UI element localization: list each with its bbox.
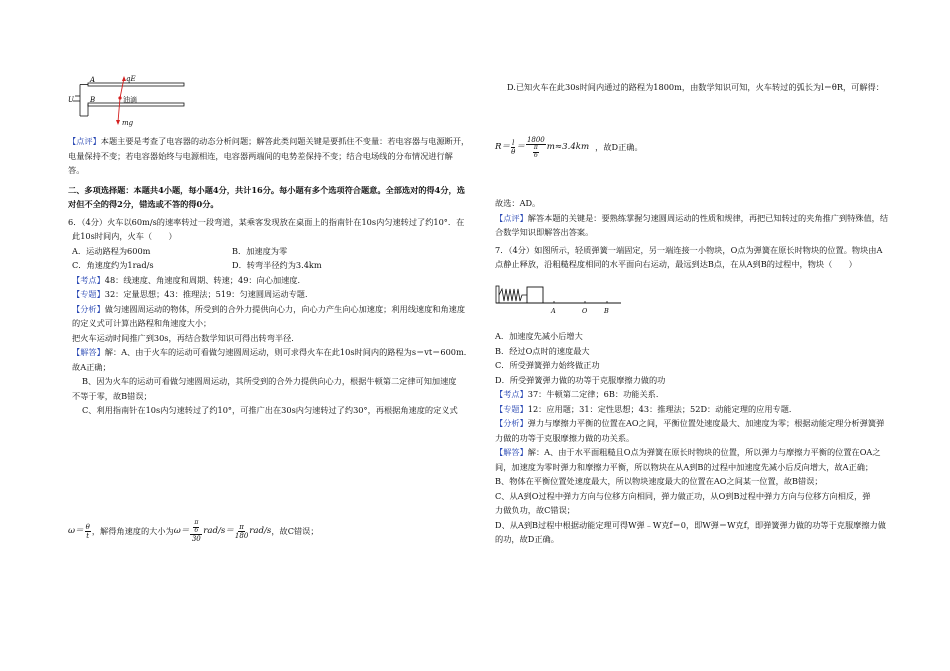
q7-solution: 间，加速度为零时弹力和摩擦力平衡，所以物块在从A到B的过程中加速度先减小后反向增大，故A正确；: [495, 461, 874, 472]
q6-options-row: [68, 244, 472, 259]
q7-solution: 【解答】解：A、由于水平面粗糙且O点为弹簧在原长时物块的位置，所以弹力与摩擦力平衡的位置在OA之: [495, 447, 881, 457]
q6-option-b: B．加速度为零: [232, 245, 288, 256]
q6-solution: 故A正确；: [72, 361, 111, 372]
q6-topic: 【专题】32：定量思想；43：推理法；519：匀速圆周运动专题．: [72, 289, 314, 299]
q7-solution: 的功，故D正确。: [495, 534, 559, 544]
comment-tag: 【点评】: [68, 136, 101, 146]
q6-analysis: 【分析】做匀速圆周运动的物体，所受到的合外力提供向心力，向心力产生向心加速度；利用线速度和角速度: [72, 303, 466, 314]
fig-label-droplet: 油滴: [123, 96, 137, 104]
q6-radius-equation: R＝ $\frac{l}{\theta}$ ＝ $\frac{1800}{\frac{\pi}{6}}$ m≈3.4km ，故D正确。: [495, 136, 643, 159]
comment-line: 答。: [68, 165, 85, 175]
q7-option-a: A．加速度先减小后增大: [495, 331, 583, 341]
q7-solution: D、从A到B过程中根据动能定理可得W弹﹣W克f＝0，即W弹＝W克f，即弹簧弹力做的功等于克服摩擦力做: [495, 519, 886, 530]
q6-option-d: D．转弯半径约为3.4km: [232, 260, 322, 270]
fig-label-B: B: [90, 96, 96, 104]
q7-analysis: 力做的功等于克服摩擦力做的功关系。: [495, 432, 635, 443]
fraction-theta-t: $\frac{\theta}{t}$: [85, 523, 90, 540]
fig-label-A: A: [90, 76, 96, 84]
comment-line: 电量保持不变；若电容器始终与电源相连，电容器两端间的电势差保持不变；结合电场线的分布情况进行解: [68, 150, 453, 161]
q6-solution: 不等于零，故B错误；: [72, 390, 152, 401]
q6-solution: C、利用指南针在10s内匀速转过了约10°，可推广出在30s内匀速转过了约30°，再根据角速度的定义式: [82, 405, 458, 415]
fig-label-qE: qE: [126, 75, 136, 83]
fig-label-B: B: [604, 307, 609, 315]
spring-figure: [495, 284, 625, 318]
q6-option-a: A．运动路程为600m: [72, 245, 151, 256]
q6-solution: 【解答】解：A、由于火车的运动可看做匀速圆周运动，则可求得火车在此10s时间内的路程为s＝vt＝600m．: [72, 347, 472, 357]
q7-topic: 【专题】12：应用题；31：定性思想；43：推理法；52D：动能定理的应用专题．: [495, 403, 798, 414]
q7-solution: B、物体在平衡位置处速度最大，所以物块速度最大的位置在AO之间某一位置，故B错误；: [495, 476, 823, 486]
q7-option-b: B．经过O点时的速度最大: [495, 345, 590, 356]
comment-line: 合数学知识即解答出答案。: [495, 227, 594, 237]
section-heading: 对但不全的得2分，错选或不答的得0分。: [68, 199, 219, 209]
q7-solution: 力做负功，故C错误；: [495, 505, 575, 515]
q7-knowledge: 【考点】37：牛顿第二定律；6B：功能关系．: [495, 389, 665, 399]
q6-omega-equation: ω＝ $\frac{\theta}{t}$ ，解得角速度的大小为 ω＝ $\frac{\frac{\pi}{6}}{30}$ rad/s＝ $\frac{\pi}{180}$ rad/s ，故C错误；: [68, 519, 319, 543]
comment-line: 【点评】解答本题的关键是：要熟练掌握匀速圆周运动的性质和规律，再把已知转过的夹角推广到特殊值，结: [495, 212, 889, 223]
q6-knowledge: 【考点】48：线速度、角速度和周期、转速；49：向心加速度．: [72, 274, 306, 285]
fraction-l-theta: $\frac{l}{\theta}$: [511, 139, 516, 156]
q6-stem: 此10s时间内，火车（ ）: [72, 231, 177, 241]
q7-stem: 点静止释放，沿粗糙程度相同的水平面向右运动，最远到达B点，在从A到B的过程中，物块（ ）: [495, 259, 857, 269]
q6-analysis: 的定义式可计算出路程和角速度大小；: [72, 318, 212, 328]
fig-label-O: O: [582, 307, 588, 315]
q7-option-c: C．所受弹簧弹力始终做正功: [495, 360, 600, 370]
q6-options-row: [68, 258, 472, 273]
fraction-1800-pi6: $\frac{1800}{\frac{\pi}{6}}$: [526, 136, 545, 159]
section-heading: 二、多项选择题：本题共4小题，每小题4分，共计16分。每小题有多个选项符合题意。全部选对的得4分，选: [68, 184, 465, 195]
q7-stem: 7．（4分）如图所示，轻质弹簧一端固定，另一端连接一小物块，O点为弹簧在原长时物块的位置。物块由A: [495, 244, 883, 255]
q7-solution: C、从A到O过程中弹力方向与位移方向相同，弹力做正功，从O到B过程中弹力方向与位移方向相反，弹: [495, 490, 871, 501]
q7-analysis: 【分析】弹力与摩擦力平衡的位置在AO之间，平衡位置处速度最大、加速度为零；根据动能定理分析弹簧弹: [495, 418, 885, 428]
q6-solution: B、因为火车的运动可看做匀速圆周运动，其所受到的合外力提供向心力，根据牛顿第二定律可知加速度: [82, 376, 457, 386]
q6-stem: 6．（4分）火车以60m/s的速率转过一段弯道，某乘客发现放在桌面上的指南针在10s内匀速转过了约10°．在: [68, 216, 465, 227]
comment-line: 【点评】本题主要是考查了电容器的动态分析问题；解答此类问题关键是要抓住不变量：若电容器与电源断开，: [68, 136, 470, 146]
fig-label-U: U: [68, 96, 74, 104]
q6-option-c: C．角速度约为1rad/s: [72, 260, 154, 270]
answer-line: 故选：AD。: [495, 198, 541, 208]
fraction-pi-6-over-30: $\frac{\frac{\pi}{6}}{30}$: [191, 519, 201, 543]
q6-d-line: D.已知火车在此30s时间内通过的路程为1800m，由数学知识可知，火车转过的弧长为l＝θR，可解得：: [507, 82, 884, 92]
q7-option-d: D．所受弹簧弹力做的功等于克服摩擦力做的功: [495, 374, 666, 385]
fig-label-mg: mg: [122, 119, 134, 127]
fig-label-A: A: [551, 307, 556, 315]
fraction-pi-180: $\frac{\pi}{180}$: [234, 523, 249, 540]
q6-analysis: 把火车运动时间推广到30s，再结合数学知识可得出转弯半径．: [72, 332, 300, 343]
